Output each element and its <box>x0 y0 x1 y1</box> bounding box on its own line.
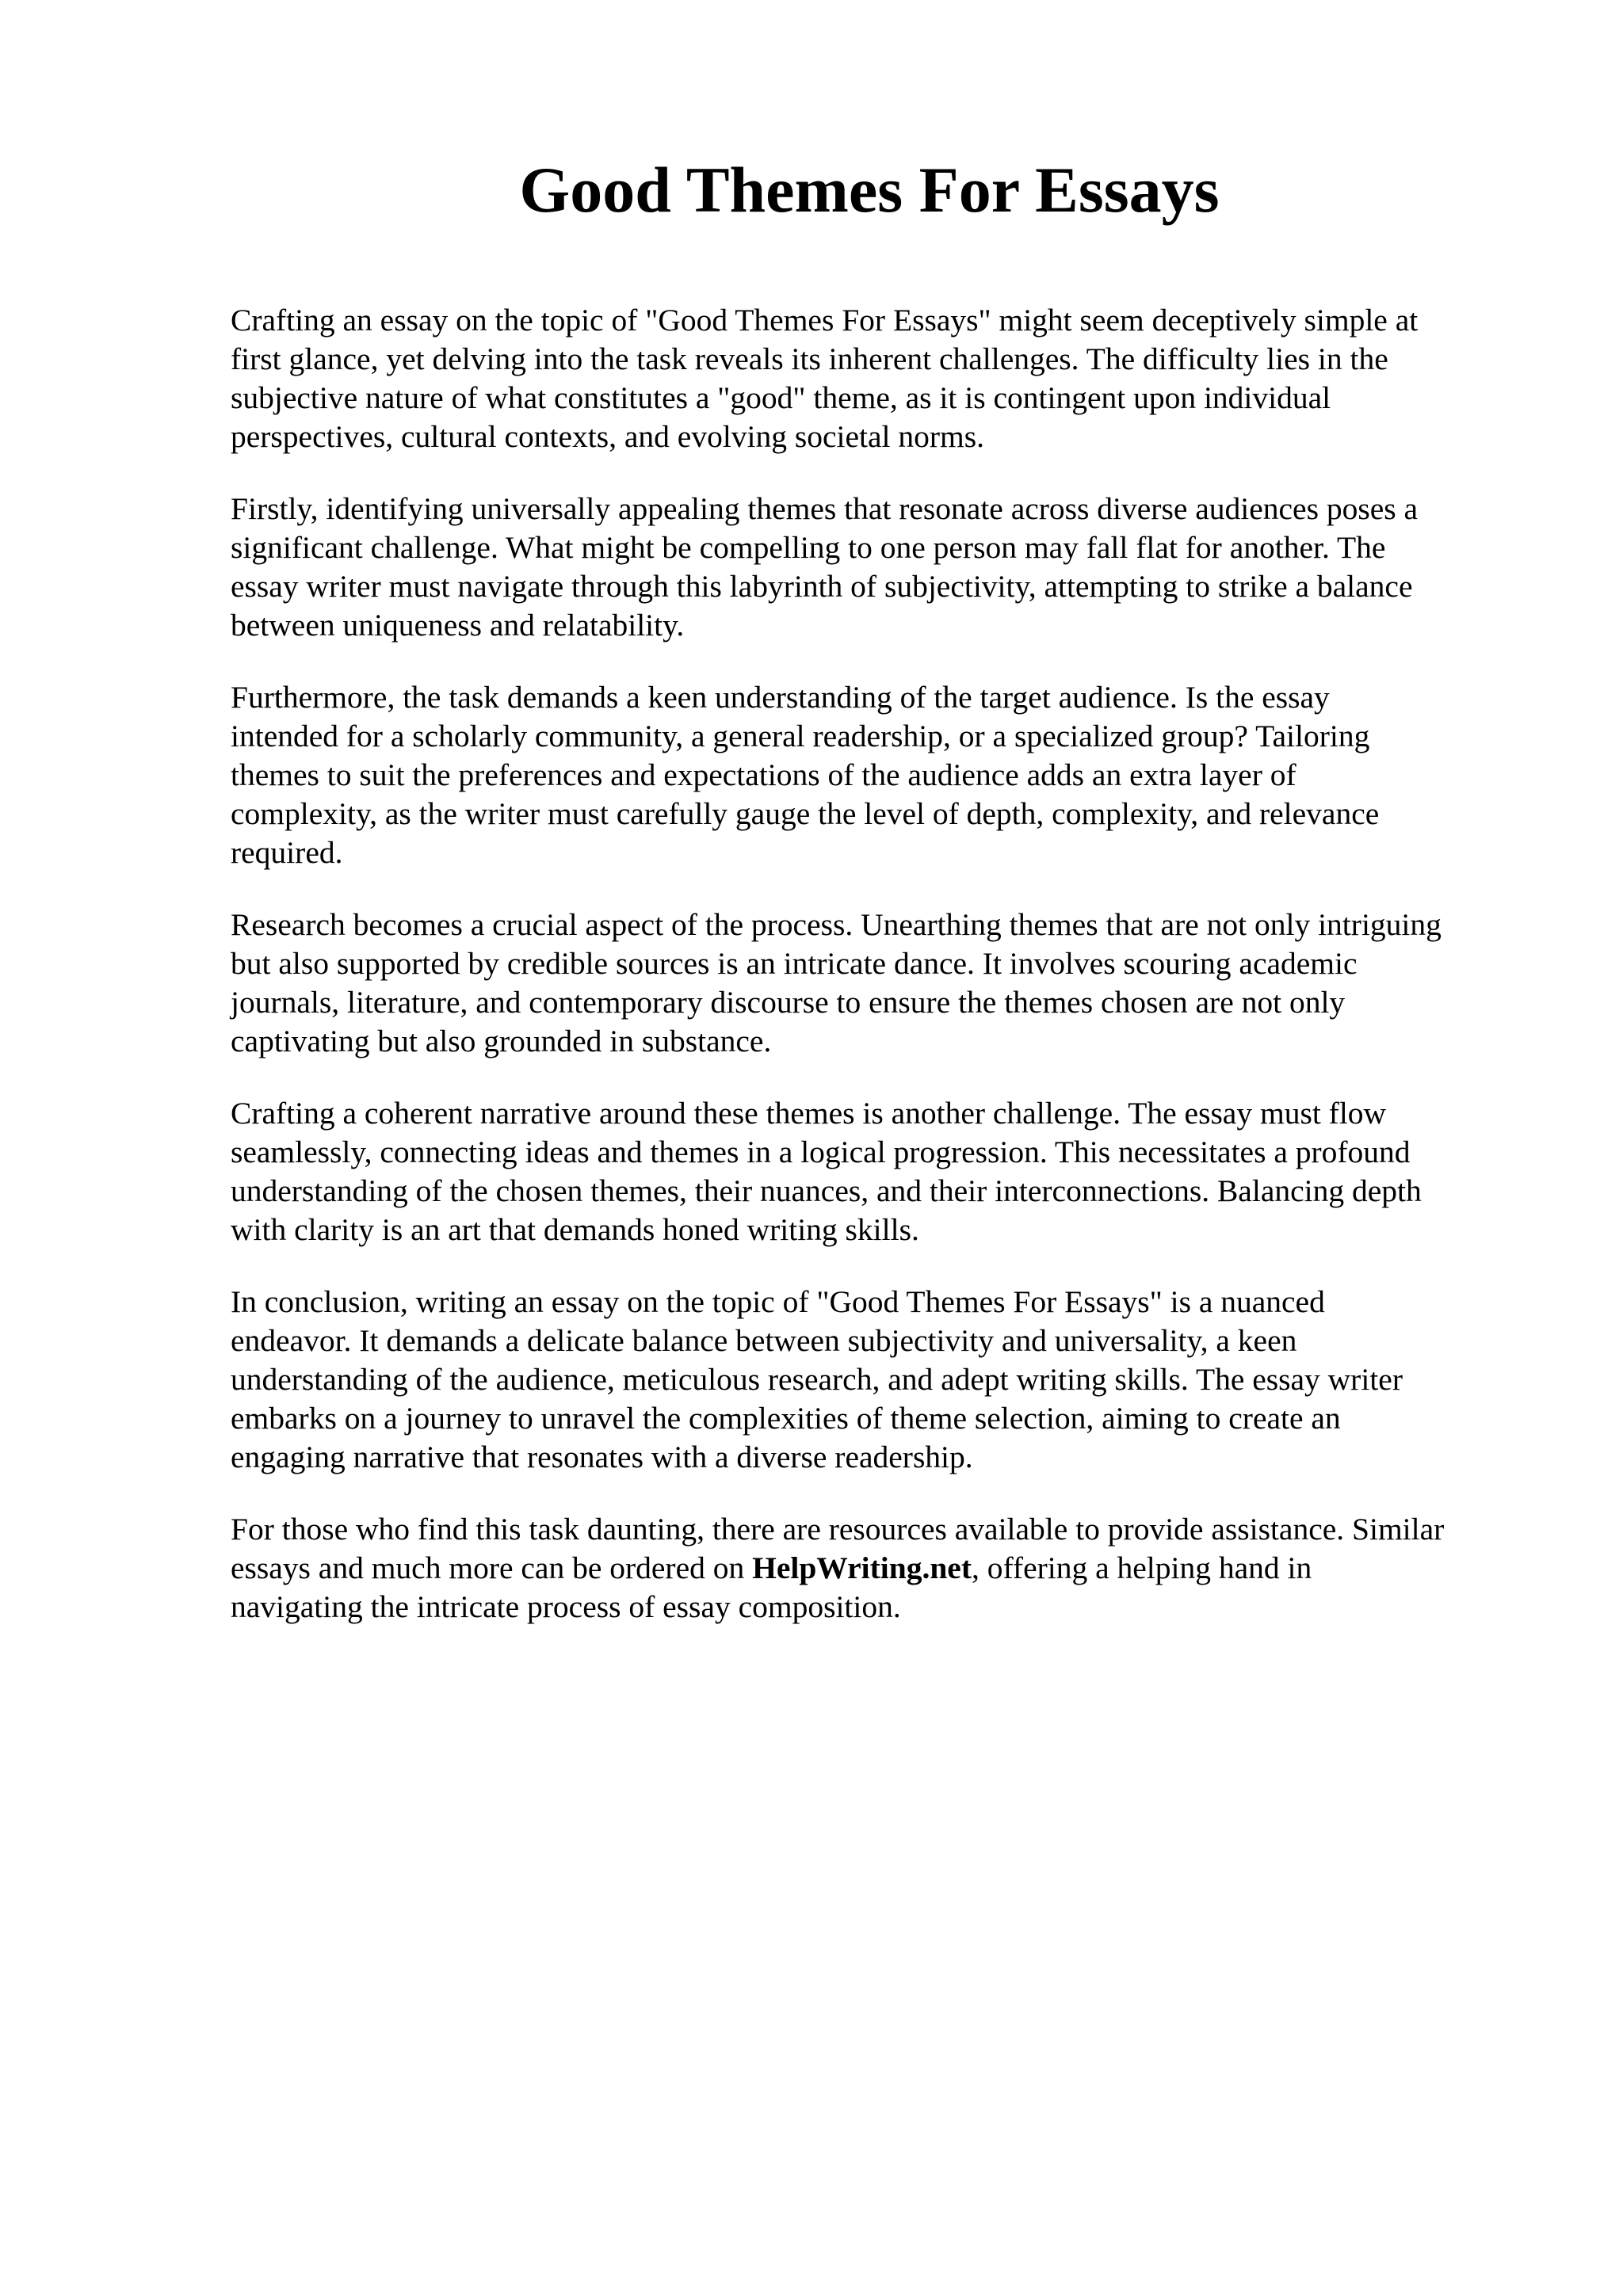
text-line: subjective nature of what constitutes a "good" theme, as it is contingent upon individual <box>231 380 1331 415</box>
text-line: Crafting a coherent narrative around these themes is another challenge. The essay must flow <box>231 1096 1387 1131</box>
essay-body <box>231 301 1530 1660</box>
text-line: seamlessly, connecting ideas and themes in a logical progression. This necessitates a profound <box>231 1135 1411 1169</box>
text-line: Firstly, identifying universally appealing themes that resonate across diverse audiences poses a <box>231 491 1419 526</box>
paragraph-6 <box>231 1283 1530 1477</box>
text-line: Research becomes a crucial aspect of the process. Unearthing themes that are not only intriguing <box>231 907 1442 942</box>
paragraph-5 <box>231 1094 1530 1249</box>
text-segment: , offering a helping hand in <box>971 1550 1312 1585</box>
text-line: understanding of the audience, meticulous research, and adept writing skills. The essay writer <box>231 1362 1403 1397</box>
text-line: with clarity is an art that demands honed writing skills. <box>231 1212 919 1247</box>
text-line: complexity, as the writer must carefully gauge the level of depth, complexity, and relevance <box>231 796 1380 831</box>
text-line: significant challenge. What might be compelling to one person may fall flat for another. The <box>231 530 1386 565</box>
paragraph-1 <box>231 301 1530 456</box>
text-line: captivating but also grounded in substance. <box>231 1024 772 1058</box>
text-segment: essays and much more can be ordered on <box>231 1550 753 1585</box>
text-line: In conclusion, writing an essay on the topic of "Good Themes For Essays" is a nuanced <box>231 1284 1325 1319</box>
text-line: embarks on a journey to unravel the complexities of theme selection, aiming to create an <box>231 1401 1341 1436</box>
text-line: Furthermore, the task demands a keen understanding of the target audience. Is the essay <box>231 680 1330 715</box>
text-line: understanding of the chosen themes, their nuances, and their interconnections. Balancing depth <box>231 1173 1422 1208</box>
text-line: Crafting an essay on the topic of "Good Themes For Essays" might seem deceptively simple at <box>231 303 1419 338</box>
text-line: perspectives, cultural contexts, and evolving societal norms. <box>231 419 985 454</box>
helpwriting-link[interactable]: HelpWriting.net <box>752 1550 972 1585</box>
text-line: navigating the intricate process of essay composition. <box>231 1589 901 1624</box>
text-line: first glance, yet delving into the task reveals its inherent challenges. The difficulty lies in the <box>231 341 1388 376</box>
text-line: essay writer must navigate through this labyrinth of subjectivity, attempting to strike a balance <box>231 569 1413 604</box>
text-line: engaging narrative that resonates with a diverse readership. <box>231 1440 973 1474</box>
closing-paragraph <box>231 1510 1530 1627</box>
text-line: For those who find this task daunting, there are resources available to provide assistance. Similar <box>231 1512 1445 1547</box>
text-line: journals, literature, and contemporary discourse to ensure the themes chosen are not only <box>231 985 1346 1020</box>
paragraph-2 <box>231 490 1530 645</box>
text-line: endeavor. It demands a delicate balance between subjectivity and universality, a keen <box>231 1323 1297 1358</box>
paragraph-3 <box>231 678 1530 872</box>
page-title: Good Themes For Essays <box>519 154 1220 226</box>
text-line: required. <box>231 835 343 870</box>
text-line: themes to suit the preferences and expectations of the audience adds an extra layer of <box>231 757 1296 792</box>
text-line: but also supported by credible sources is an intricate dance. It involves scouring academic <box>231 946 1358 981</box>
text-line: intended for a scholarly community, a general readership, or a specialized group? Tailoring <box>231 719 1370 753</box>
paragraph-4 <box>231 906 1530 1061</box>
text-line: between uniqueness and relatability. <box>231 608 685 643</box>
text-line-with-link <box>231 1549 1530 1588</box>
